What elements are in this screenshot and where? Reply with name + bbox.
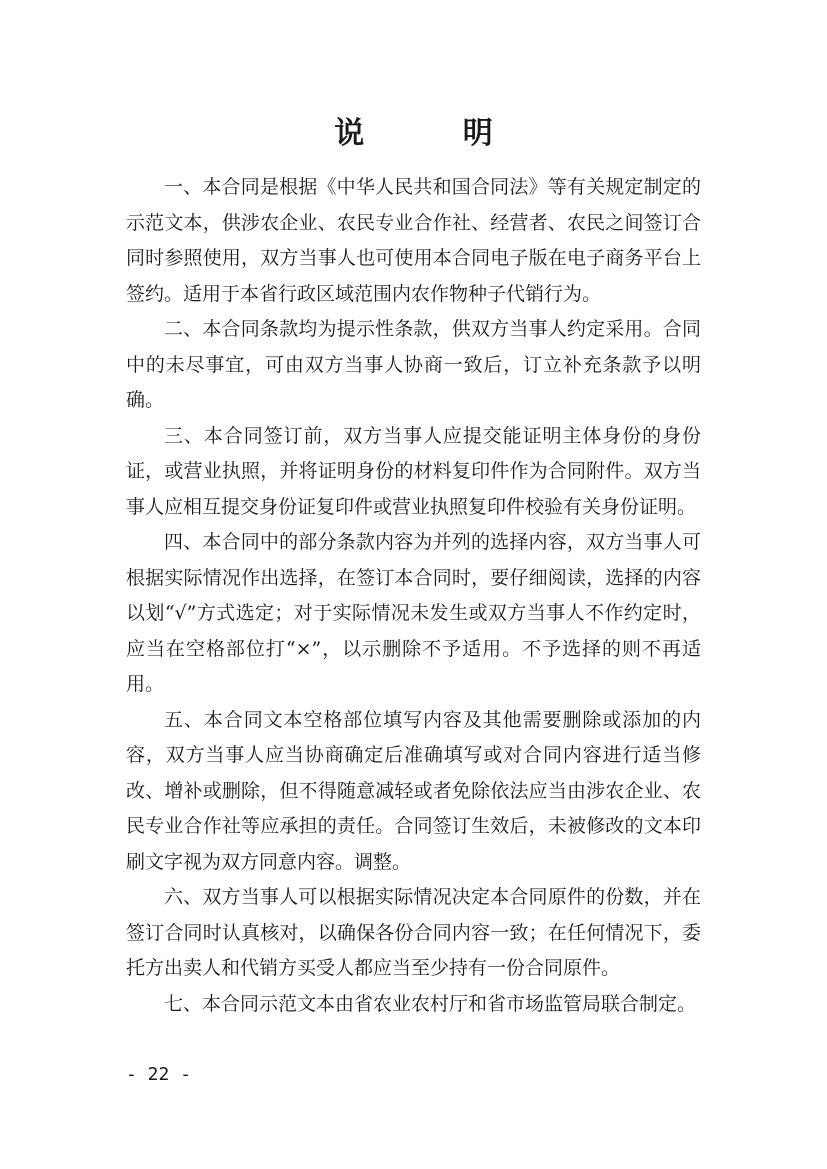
paragraph-6: 六、双方当事人可以根据实际情况决定本合同原件的份数，并在签订合同时认真核对，以确保各份合同内容一致；在任何情况下，委托方出卖人和代销方买受人都应当至少持有一份合同原件。 (126, 886, 701, 979)
document-title: 说 明 (334, 116, 537, 151)
paragraph-7: 七、本合同示范文本由省农业农村厅和省市场监管局联合制定。 (164, 992, 697, 1015)
paragraph-2: 二、本合同条款均为提示性条款，供双方当事人约定采用。合同中的未尽事宜，可由双方当事人协商一致后，订立补充条款予以明确。 (126, 318, 701, 411)
page-number: - 22 - (126, 1064, 192, 1085)
paragraph-3: 三、本合同签订前，双方当事人应提交能证明主体身份的身份证，或营业执照，并将证明身份的材料复印件作为合同附件。双方当事人应相互提交身份证复印件或营业执照复印件校验有关身份证明。 (126, 424, 701, 518)
paragraph-5: 五、本合同文本空格部位填写内容及其他需要删除或添加的内容，双方当事人应当协商确定后准确填写或对合同内容进行适当修改、增补或删除，但不得随意减轻或者免除依法应当由涉农企业、农民专业合作社等应承担的责任。合同签订生效后，未被修改的文本印刷文字视为双方同意内容。调整。 (126, 708, 701, 873)
paragraph-4: 四、本合同中的部分条款内容为并列的选择内容，双方当事人可根据实际情况作出选择，在签订本合同时，要仔细阅读，选择的内容以划“√”方式选定；对于实际情况未发生或双方当事人不作约定时，应当在空格部位打“×”，以示删除不予适用。不予选择的则不再适用。 (126, 531, 701, 695)
document-body (126, 170, 701, 1022)
paragraph-1: 一、本合同是根据《中华人民共和国合同法》等有关规定制定的示范文本，供涉农企业、农民专业合作社、经营者、农民之间签订合同时参照使用，双方当事人也可使用本合同电子版在电子商务平台上签约。适用于本省行政区域范围内农作物种子代销行为。 (126, 176, 701, 305)
